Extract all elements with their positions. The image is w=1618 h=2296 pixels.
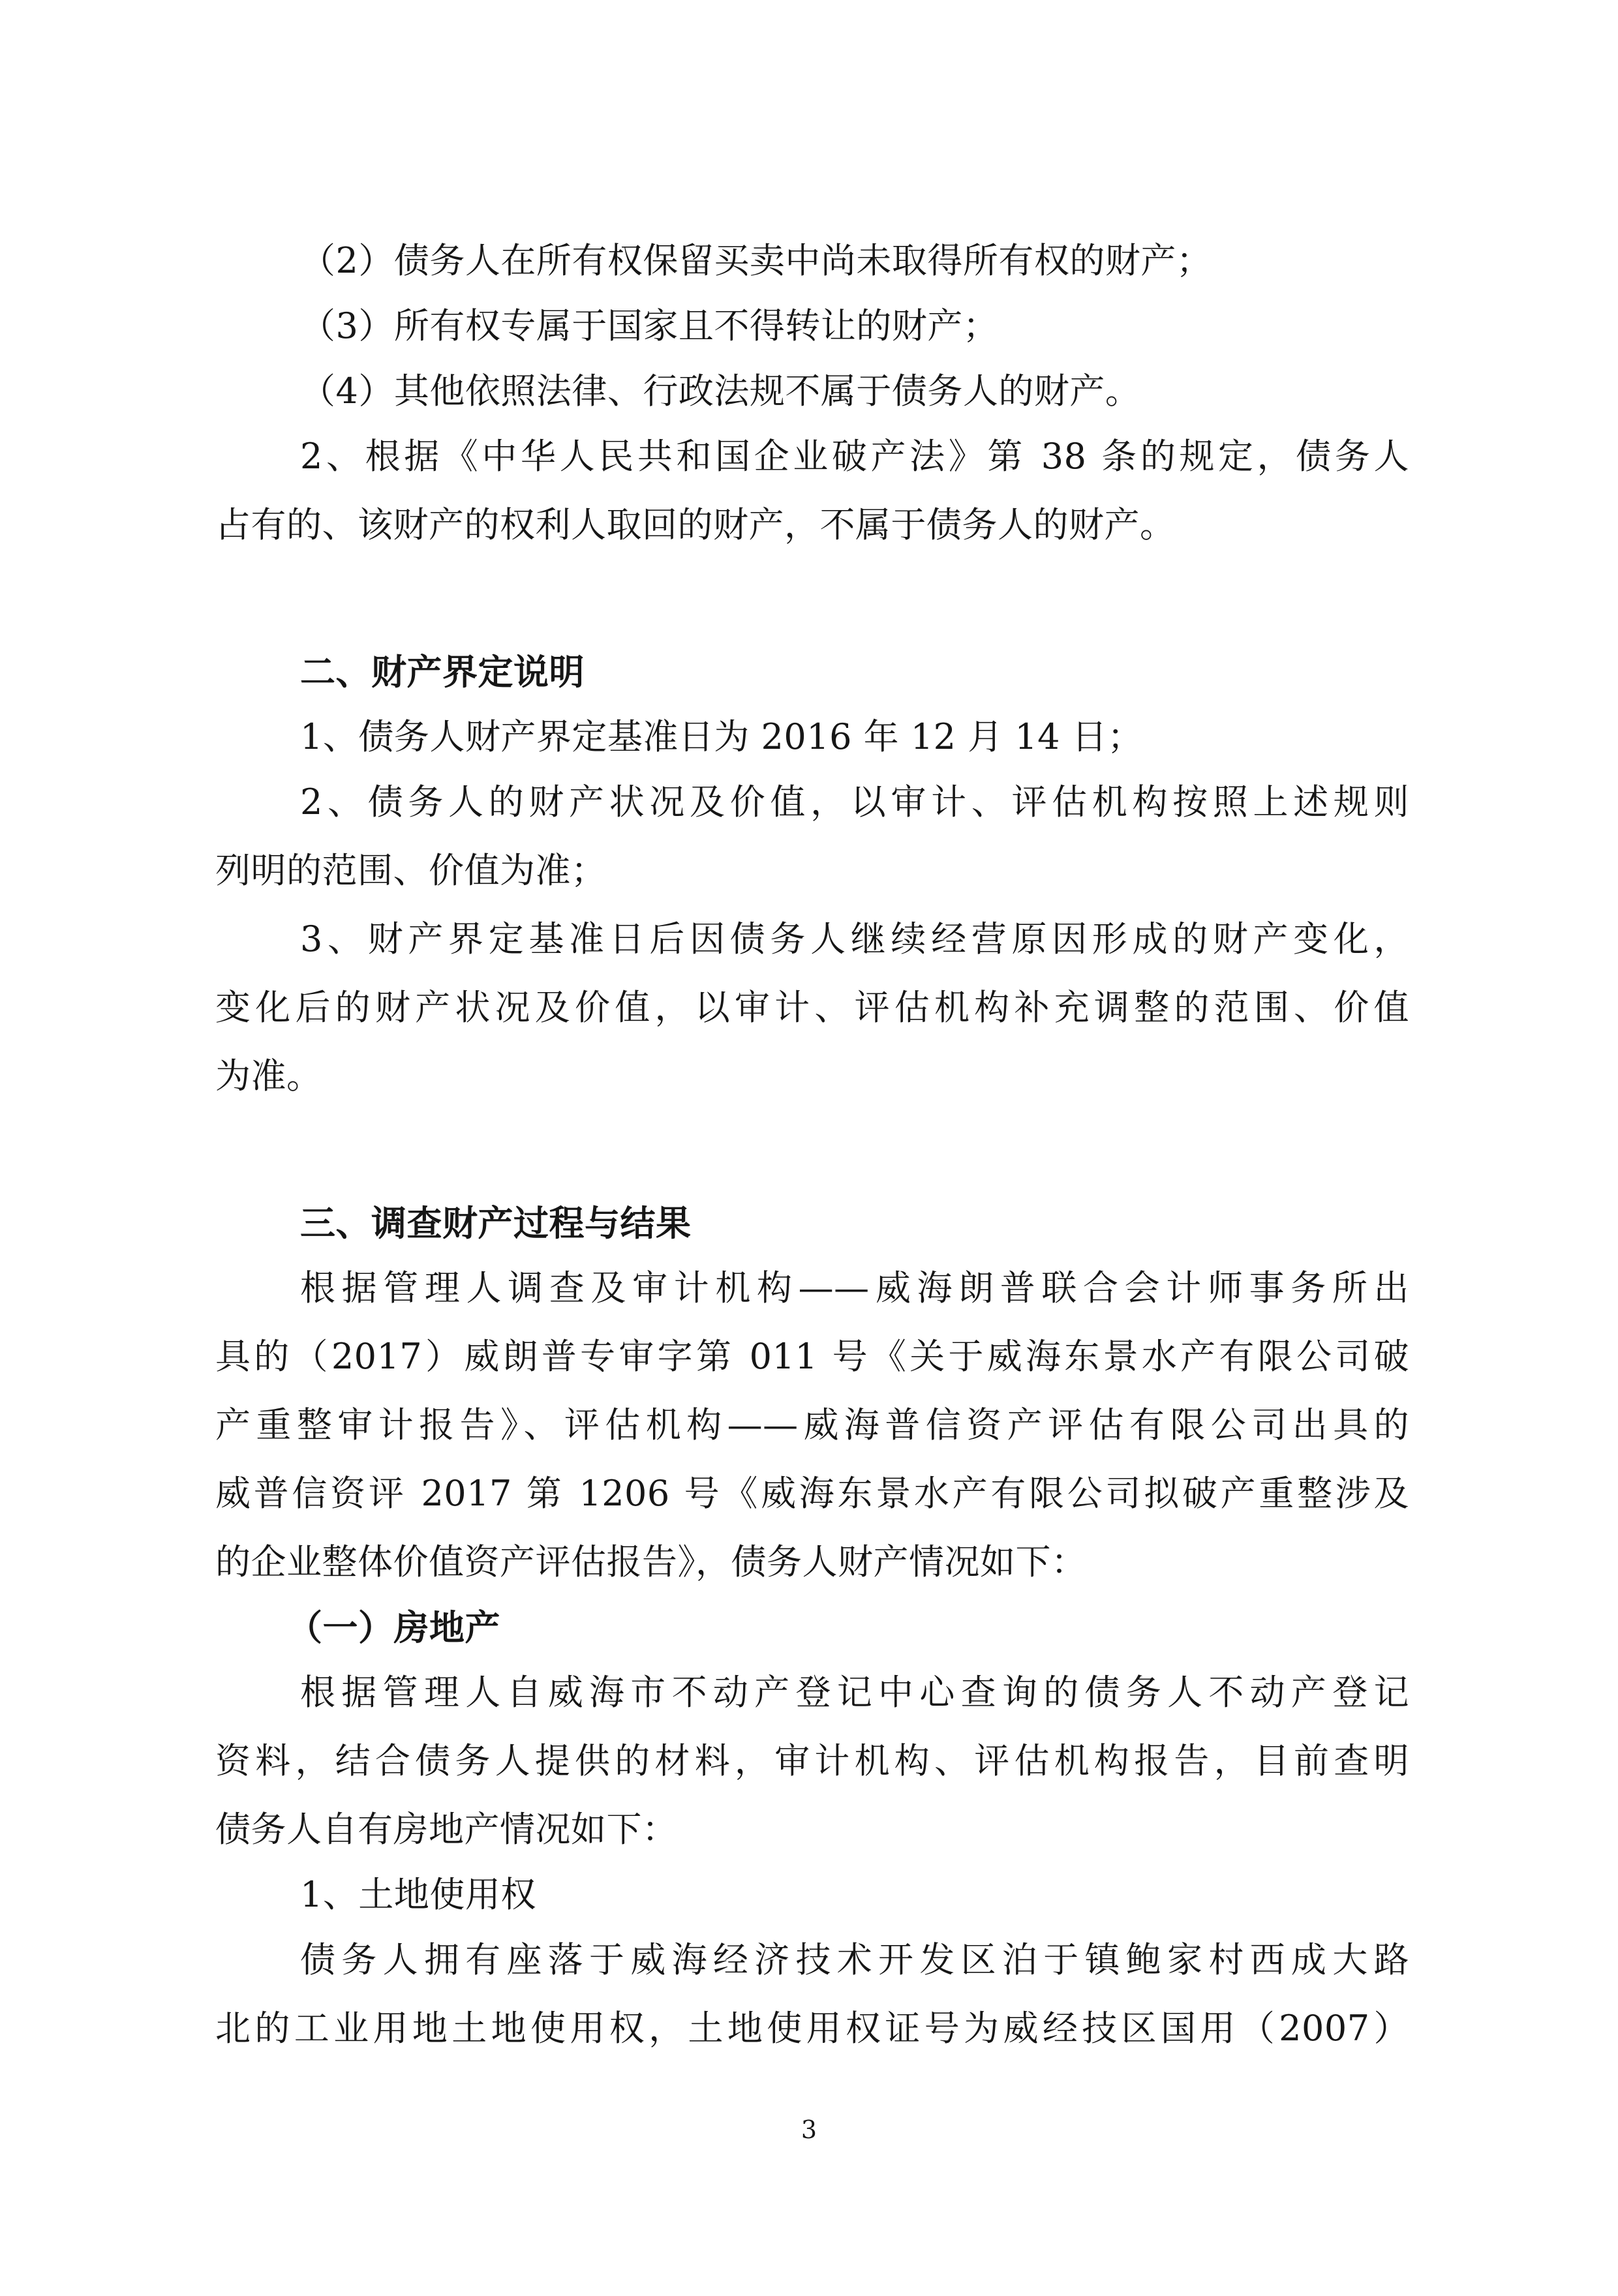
paragraph-line: 列明的范围、价值为准； [215, 850, 607, 891]
list-item-2: （2）债务人在所有权保留买卖中尚未取得所有权的财产； [300, 240, 1212, 281]
paragraph-line: 为准。 [215, 1055, 322, 1096]
paragraph-line: 根据管理人调查及审计机构——威海朗普联合会计师事务所出 [300, 1267, 1409, 1308]
subsection-heading: （一）房地产 [287, 1607, 500, 1648]
list-item-3: （3）所有权专属于国家且不得转让的财产； [300, 305, 999, 346]
paragraph-line: 债务人自有房地产情况如下： [215, 1809, 678, 1850]
paragraph-line: 资料，结合债务人提供的材料，审计机构、评估机构报告，目前查明 [215, 1740, 1409, 1781]
list-item: 1、债务人财产界定基准日为 2016 年 12 月 14 日； [300, 716, 1143, 757]
paragraph-line: 3、财产界定基准日后因债务人继续经营原因形成的财产变化， [300, 918, 1409, 959]
paragraph-line: 北的工业用地土地使用权，土地使用权证号为威经技区国用（2007） [215, 2008, 1409, 2049]
paragraph-line: 2、债务人的财产状况及价值，以审计、评估机构按照上述规则 [300, 781, 1409, 823]
paragraph-line: 根据管理人自威海市不动产登记中心查询的债务人不动产登记 [300, 1672, 1409, 1713]
paragraph-line: 具的（2017）威朗普专审字第 011 号《关于威海东景水产有限公司破 [215, 1336, 1409, 1377]
paragraph-line: 的企业整体价值资产评估报告》，债务人财产情况如下： [215, 1541, 1087, 1582]
section-heading: 二、财产界定说明 [300, 651, 585, 693]
list-item-4: （4）其他依照法律、行政法规不属于债务人的财产。 [300, 370, 1141, 412]
paragraph-line: 威普信资评 2017 第 1206 号《威海东景水产有限公司拟破产重整涉及 [215, 1473, 1409, 1514]
paragraph-line: 债务人拥有座落于威海经济技术开发区泊于镇鲍家村西成大路 [300, 1939, 1409, 1980]
paragraph-line: 占有的、该财产的权利人取回的财产，不属于债务人的财产。 [215, 504, 1176, 545]
page-number: 3 [801, 2115, 817, 2144]
section-heading: 三、调查财产过程与结果 [300, 1202, 692, 1244]
paragraph-line: 2、根据《中华人民共和国企业破产法》第 38 条的规定，债务人 [300, 436, 1409, 477]
paragraph-line: 变化后的财产状况及价值，以审计、评估机构补充调整的范围、价值 [215, 987, 1409, 1028]
paragraph-line: 产重整审计报告》、评估机构——威海普信资产评估有限公司出具的 [215, 1404, 1409, 1445]
list-item: 1、土地使用权 [300, 1874, 536, 1915]
